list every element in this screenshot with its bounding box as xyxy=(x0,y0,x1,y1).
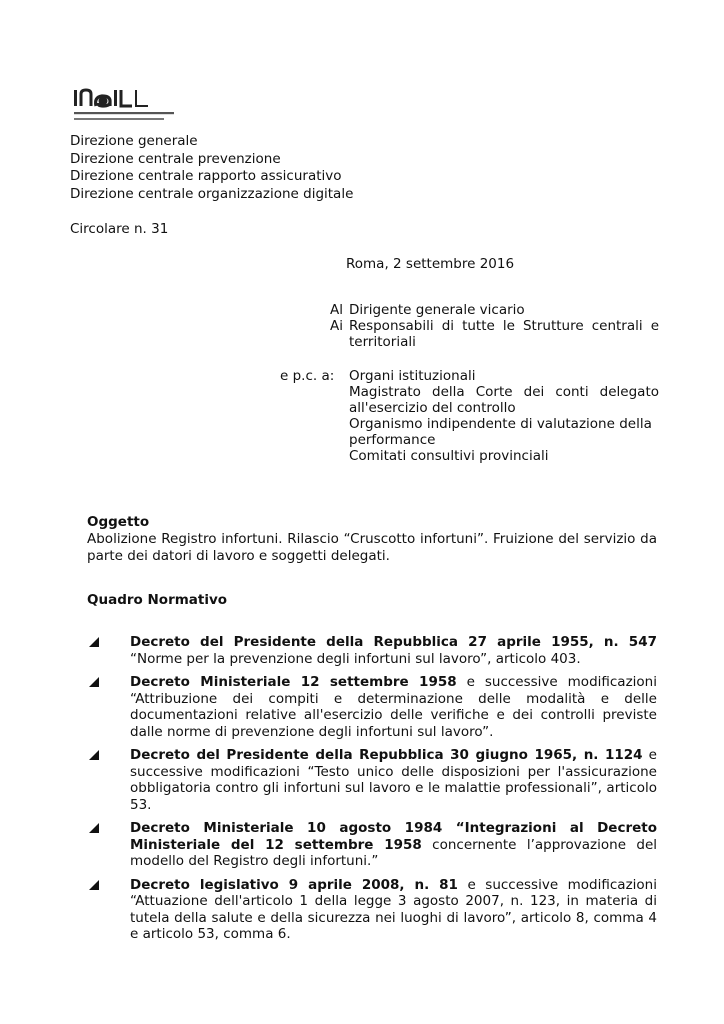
triangle-bullet-icon xyxy=(89,880,99,890)
cc-recipients xyxy=(349,368,659,464)
reference-text: “Norme per la prevenzione degli infortuni sul lavoro”, articolo 403. xyxy=(130,650,581,667)
reference-title: Decreto del Presidente della Repubblica 30 giugno 1965, n. 1124 xyxy=(130,747,643,763)
inail-logo-mark xyxy=(72,88,192,130)
reference-text: e successive modificazioni “Attribuzione dei compiti e determinazione delle modalità e delle documentazioni relative all'esercizio delle verifiche e dei controlli previste dalle norme di prevenzione degli infortuni sul lavoro”. xyxy=(130,674,657,740)
office-line: Direzione centrale prevenzione xyxy=(70,150,281,167)
reference-text: concernente l’approvazione del modello del Registro degli infortuni.” xyxy=(130,836,658,869)
inail-logo xyxy=(72,88,192,130)
list-item xyxy=(87,674,657,740)
cc-item: Organi istituzionali xyxy=(349,368,476,384)
triangle-bullet-icon xyxy=(89,637,99,647)
cc-item: Magistrato della Corte dei conti delegato all'esercizio del controllo xyxy=(349,384,659,416)
document-date: Roma, 2 settembre 2016 xyxy=(346,256,515,272)
list-item xyxy=(87,747,657,813)
recipient-ai-value: Responsabili di tutte le Strutture centrali e territoriali xyxy=(349,318,659,350)
cc-item: Organismo indipendente di valutazione della performance xyxy=(349,416,652,448)
recipient-ai xyxy=(330,318,659,350)
recipient-al-key: Al xyxy=(330,302,343,318)
reference-title: Decreto legislativo 9 aprile 2008, n. 81 xyxy=(130,876,458,893)
office-line: Direzione centrale rapporto assicurativo xyxy=(70,168,342,184)
list-item xyxy=(87,634,657,667)
issuing-offices xyxy=(70,133,353,203)
legal-framework-heading: Quadro Normativo xyxy=(87,592,228,608)
triangle-bullet-icon xyxy=(89,823,99,833)
reference-title: Decreto Ministeriale 12 settembre 1958 xyxy=(130,674,457,690)
cc-item: Comitati consultivi provinciali xyxy=(349,448,549,464)
reference-title: Decreto del Presidente della Repubblica 27 aprile 1955, n. 547 xyxy=(130,634,657,650)
office-line: Direzione centrale organizzazione digitale xyxy=(70,185,354,202)
reference-text: e successive modificazioni “Attuazione dell'articolo 1 della legge 3 agosto 2007, n. 123, in materia di tutela della salute e della sicurezza nei luoghi di lavoro”, articolo 8, comma 4 e articolo 53, comma 6. xyxy=(130,876,657,942)
subject-text: Abolizione Registro infortuni. Rilascio “Cruscotto infortuni”. Fruizione del servizio da parte dei datori di lavoro e soggetti delegati. xyxy=(87,531,657,564)
recipient-ai-key: Ai xyxy=(330,318,343,334)
triangle-bullet-icon xyxy=(89,750,99,760)
office-line: Direzione generale xyxy=(70,133,198,149)
triangle-bullet-icon xyxy=(89,677,99,687)
cc-label: e p.c. a: xyxy=(280,368,335,384)
circular-number: Circolare n. 31 xyxy=(70,221,169,237)
list-item xyxy=(87,820,657,870)
legal-references xyxy=(87,634,657,950)
reference-title: Decreto Ministeriale 10 agosto 1984 “Integrazioni al Decreto Ministeriale del 12 settembre 1958 xyxy=(130,820,657,853)
recipient-al-value: Dirigente generale vicario xyxy=(349,302,525,318)
reference-text: e successive modificazioni “Testo unico delle disposizioni per l'assicurazione obbligatoria contro gli infortuni sul lavoro e le malattie professionali”, articolo 53. xyxy=(130,747,657,813)
subject-heading: Oggetto xyxy=(87,514,150,530)
list-item xyxy=(87,877,657,943)
